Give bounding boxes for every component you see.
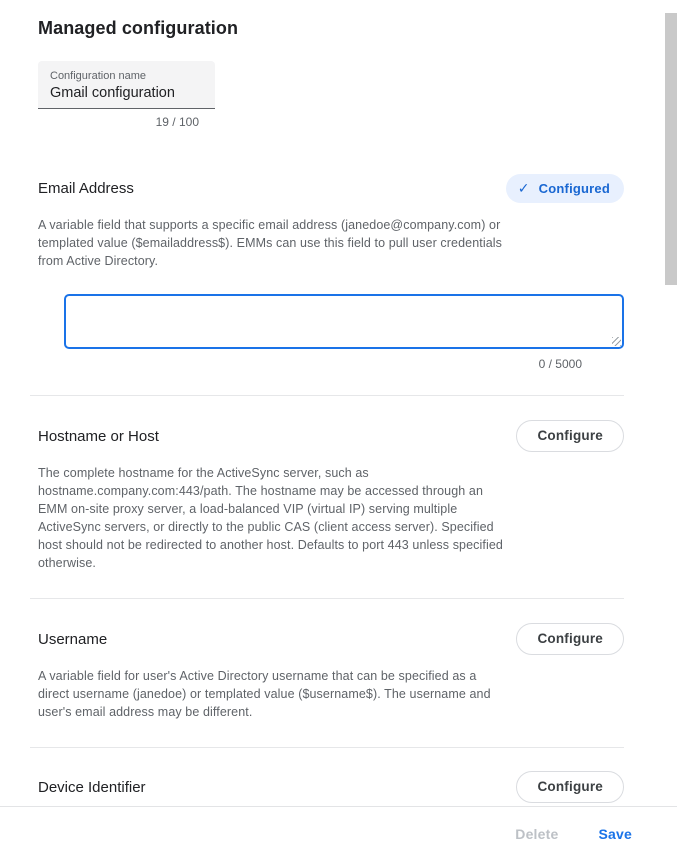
check-icon: ✓ bbox=[517, 179, 530, 196]
configured-chip[interactable] bbox=[506, 174, 624, 203]
section-email-address bbox=[38, 172, 624, 371]
section-title-username: Username bbox=[38, 630, 108, 648]
email-address-counter: 0 / 5000 bbox=[538, 357, 582, 371]
section-title-email-address: Email Address bbox=[38, 179, 134, 197]
delete-button[interactable]: Delete bbox=[499, 818, 574, 850]
email-address-description: A variable field that supports a specific email address (janedoe@company.com) or templated value ($emailaddress$). EMMs can use this field to pull user credentials from Active Directory. bbox=[38, 218, 502, 268]
section-divider bbox=[30, 395, 624, 396]
username-description: A variable field for user's Active Directory username that can be specified as a direct username (janedoe) or templated value ($username$). The username and user's email address may be different. bbox=[38, 669, 491, 719]
section-title-device-identifier: Device Identifier bbox=[38, 778, 146, 796]
scrollbar-thumb[interactable] bbox=[665, 13, 677, 285]
section-hostname bbox=[38, 420, 624, 572]
configuration-name-value[interactable]: Gmail configuration bbox=[50, 85, 175, 101]
resize-grip-icon[interactable] bbox=[612, 337, 621, 346]
page-title: Managed configuration bbox=[38, 18, 239, 38]
configure-username-button[interactable]: Configure bbox=[516, 623, 624, 655]
section-username bbox=[38, 623, 624, 721]
section-divider bbox=[30, 747, 624, 748]
configuration-name-field[interactable] bbox=[38, 61, 215, 109]
configuration-name-label: Configuration name bbox=[50, 70, 147, 82]
configuration-name-counter: 19 / 100 bbox=[155, 115, 199, 129]
configure-hostname-button[interactable]: Configure bbox=[516, 420, 624, 452]
section-device-identifier bbox=[38, 771, 624, 803]
email-address-input[interactable] bbox=[64, 294, 624, 349]
section-title-hostname: Hostname or Host bbox=[38, 427, 159, 445]
action-bar bbox=[0, 806, 677, 861]
configured-chip-label: Configured bbox=[538, 180, 610, 196]
section-divider bbox=[30, 598, 624, 599]
save-button[interactable]: Save bbox=[583, 818, 649, 850]
configure-device-identifier-button[interactable]: Configure bbox=[516, 771, 624, 803]
hostname-description: The complete hostname for the ActiveSync server, such as hostname.company.com:443/path. The hostname may be accessed through an EMM on-site proxy server, a load-balanced VIP (virtual IP) serving multiple ActiveSync servers, or directly to the public CAS (client access server). Specified host should not be redirected to another host. Defaults to port 443 unless specified otherwise. bbox=[38, 466, 503, 570]
